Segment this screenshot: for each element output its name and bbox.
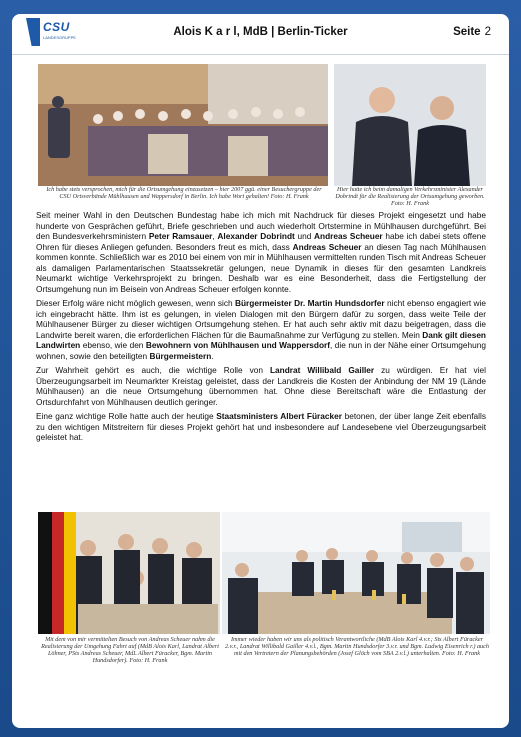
emphasis-text: Bewohnern von Mühlhausen und Wappersdorf (145, 340, 331, 350)
page-number: 2 (484, 26, 491, 38)
photo-scheuer-visit (38, 512, 220, 634)
emphasis-text: Dank gilt diesen Landwirten (36, 329, 487, 350)
caption-top-left: Ich habe stets versprochen, mich für die Ortsumgehung einzusetzen – hier 2007 ggü. einer Besuchergruppe der CSU Ortsverbände Mühlhausen und Wappersdorf in Berlin. Ich habe Wort gehalten! Foto: H. Frank (46, 186, 322, 200)
emphasis-text: Andreas Scheuer (292, 241, 362, 252)
document-page (12, 14, 509, 728)
caption-bottom-right: Immer wieder haben wir uns als politisch Verantwortliche (MdB Alois Karl 4.v.r.; Sts Albert Füracker 2.v.r., Landrat Willibald Gailler 4.v.l., Bgm. Martin Hundsdorfer 3.v.r. und Bgm. Ludwig Eisenrich r.) auch mit den Vertretern der Planungsbehörden (Josef Glöch vom SBA 2.v.l.) unterhalten. Foto: H. Frank (225, 636, 489, 657)
emphasis-text: Staatsministers Albert Füracker (216, 411, 342, 421)
page-indicator (453, 26, 491, 38)
emphasis-text: Bürgermeister Dr. Martin Hundsdorfer (235, 298, 385, 308)
caption-bottom-left: Mit dem von mir vermittelten Besuch von Andreas Scheuer nahm die Realisierung der Umgehung Fahrt auf (MdB Alois Karl, Landrat Albert Löhner, PSts Andreas Scheuer, MdL Albert Füracker, Bgm. Martin Hundsdorfer). Foto: H. Frank (41, 636, 219, 664)
caption-top-right: Hier hatte ich beim damaligen Verkehrsminister Alexander Dobrindt für die Realisierung der Ortsumgehung geworben. Foto: H. Frank (335, 186, 485, 207)
article-body (36, 210, 486, 447)
emphasis-text: Andreas Scheuer (314, 231, 383, 241)
paragraph-1: Seit meiner Wahl in den Deutschen Bundestag habe ich mich mit Nachdruck für dieses Projekt eingesetzt und habe hunderte von Gesprächen geführt, Briefe geschrieben und auch wiederholt Ortstermine in Mühlhausen durchgeführt. Bei den Bundesverkehrsministern Peter Ramsauer, Alexander Dobrindt und Andreas Scheuer habe ich dabei stets offene Ohren für dieses Anliegen gefunden. Besonders freut es mich, dass Andreas Scheuer an diesen Tag nach Mühlhausen kommen konnte. Schließlich war es 2010 bei einem von mir in Mühlhausen vermittelten runden Tisch mit Andreas Scheuer als damaligen Parlamentarischen Staatssekretär gelungen, neue Dynamik in dieses für den gesamten Landkreis Neumarkt wichtige Verkehrsprojekt zu bringen. Deshalb war es eine Besonderheit, dass die Fertigstellung der Ortsumgehung nun im Beisein von Andreas Scheuer erfolgen konnte. (36, 210, 486, 294)
photo-meeting-image (222, 512, 490, 634)
page-label: Seite (453, 26, 481, 38)
photo-dobrindt (334, 64, 486, 186)
emphasis-text: Peter Ramsauer (148, 231, 213, 241)
page-header (12, 14, 509, 55)
emphasis-text: Bürgermeistern (149, 350, 212, 361)
logo-text: CSU (43, 20, 70, 34)
photo-meeting (222, 512, 490, 634)
paragraph-4: Eine ganz wichtige Rolle hatte auch der heutige Staatsministers Albert Füracker betonen, der über lange Zeit ebenfalls zu den wichtigen Mitstreitern für dieses Projekt gehört hat und insbesondere auf Landesebene viel Überzeugungsarbeit geleistet hat. (36, 411, 486, 442)
emphasis-text: Landrat Willibald Gailler (269, 365, 375, 375)
logo-subtext: LANDESGRUPPE (43, 35, 76, 40)
paragraph-3: Zur Wahrheit gehört es auch, die wichtige Rolle von Landrat Willibald Gailler zu würdigen. Er hat viel Überzeugungsarbeit im Neumarkter Kreistag geleistet, dass der Landkreis die Kosten der Anbindung der NM 19 (Lände Mühlhausen) an die neue Ortsumgehung übernommen hat. Ohne diese Bereitschaft wäre die Entlastung der Ortsdurchfahrt von Mühlhausen deutlich geringer. (36, 365, 486, 407)
page-title: Alois K a r l, MdB | Berlin-Ticker (173, 26, 348, 38)
photo-visitor-group-image (38, 64, 328, 186)
emphasis-text: Alexander Dobrindt (217, 231, 295, 241)
photo-dobrindt-image (334, 64, 486, 186)
paragraph-2: Dieser Erfolg wäre nicht möglich gewesen, wenn sich Bürgermeister Dr. Martin Hundsdorfer nicht ebenso engagiert wie ich eingebracht hätte. Ihm ist es gelungen, in vielen Dialogen mit den Bürgern dafür zu sorgen, dass weite Teile der Mühlhausener Bürger zu dieser wichtigen Ortsumgehung stehen. Er hat auch sehr aktiv mit dazu beigetragen, dass die Landwirte bereit waren, die erforderlichen Flächen für die Baumaßnahme zur Verfügung zu stellen. Mein Dank gilt diesen Landwirten ebenso, wie den Bewohnern von Mühlhausen und Wappersdorf, die nun in der Nähe einer Ortsumgehung wohnen, sowie den beteiligten Bürgermeistern. (36, 298, 487, 361)
photo-scheuer-visit-image (38, 512, 220, 634)
photo-visitor-group (38, 64, 328, 186)
